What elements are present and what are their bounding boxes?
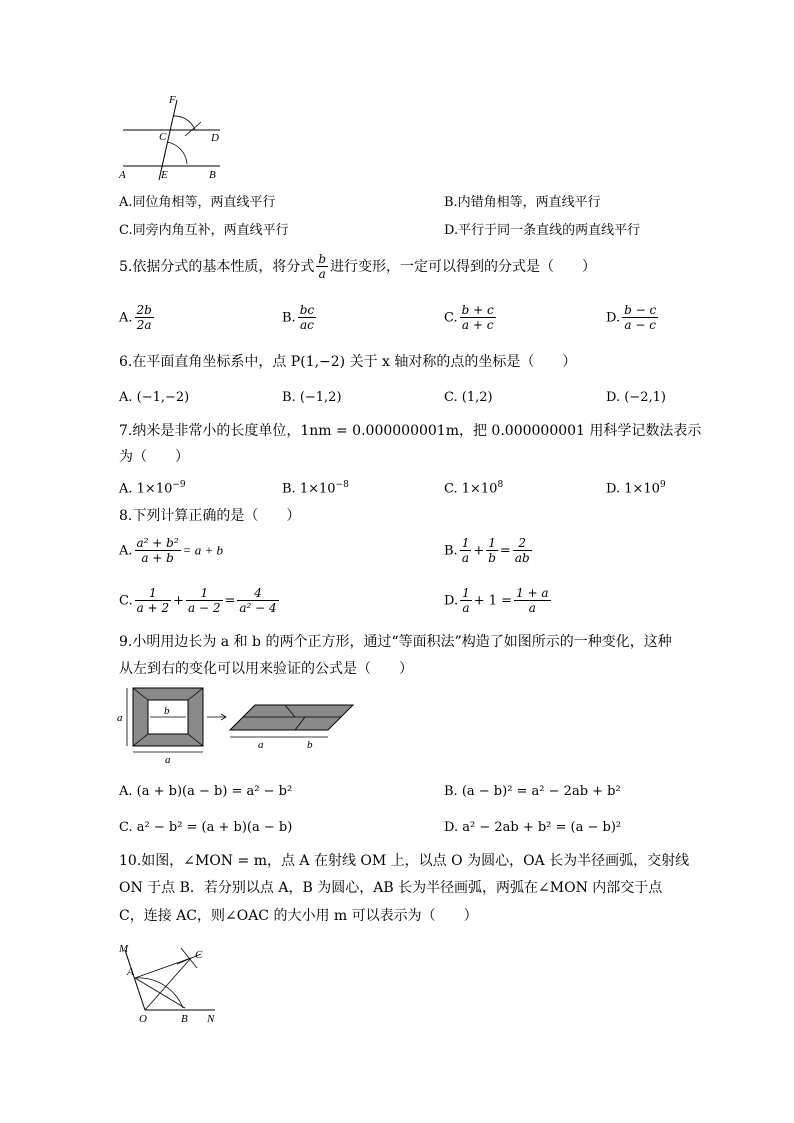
fig10-label-c: C [195, 949, 203, 961]
q6-option-d: D. (−2,1) [606, 390, 666, 405]
q7-option-d: D. $1\times 10^9$ [606, 480, 666, 497]
q10-stem-line2: ON 于点 B．若分别以点 A，B 为圆心，AB 长为半径画弧，两弧在∠MON 内部交于点 [119, 880, 663, 896]
q9-stem-line2: 从左到右的变化可以用来验证的公式是（ ） [119, 661, 413, 677]
q8-stem: 8.下列计算正确的是（ ） [119, 508, 301, 524]
q9-option-c: C. a² − b² = (a + b)(a − b) [119, 820, 293, 835]
q10-stem-line3: C，连接 AC，则∠OAC 的大小用 m 可以表示为（ ） [119, 908, 478, 924]
fig10-label-o: O [139, 1013, 147, 1025]
q8-option-d: D. $\frac{1}{a}$ + 1 = $\frac{1 + a}{a}$ [444, 586, 549, 616]
q6-option-c: C. (1,2) [444, 390, 493, 405]
q6-option-a: A. (−1,−2) [119, 390, 190, 405]
fig10-label-m: M [119, 943, 129, 955]
q4-option-d: D.平行于同一条直线的两直线平行 [444, 223, 641, 238]
q8-option-a: A. $\frac{\text{a² + b²}}{a + b}$ = a + b [119, 536, 223, 566]
fig9-label-a-bottom: a [165, 754, 171, 765]
fig9-label-b-para: b [307, 739, 313, 751]
fig10-label-n: N [207, 1013, 215, 1025]
fig9-label-b-inner: b [164, 705, 170, 717]
q4-option-c: C.同旁内角互补，两直线平行 [119, 223, 289, 238]
fig9-label-a-para: a [258, 739, 264, 751]
q6-option-b: B. (−1,2) [282, 390, 342, 405]
label-e: E [161, 169, 168, 181]
q9-stem-line1: 9.小明用边长为 a 和 b 的两个正方形，通过“等面积法”构造了如图所示的一种变化，这种 [119, 634, 672, 650]
square-to-parallelogram-figure [115, 685, 360, 765]
label-d: D [211, 132, 219, 144]
q9-option-b: B. (a − b)² = a² − 2ab + b² [444, 784, 621, 799]
q5-stem: 5.依据分式的基本性质，将分式 $\frac{b}{a}$ 进行变形，一定可以得到的分式是（ ） [119, 252, 597, 282]
label-b: B [209, 169, 216, 181]
fig9-label-a-left: a [117, 712, 123, 724]
q9-option-a: A. (a + b)(a − b) = a² − b² [119, 784, 293, 799]
q7-stem-line2: 为（ ） [119, 449, 189, 465]
q4-option-a: A.同位角相等，两直线平行 [119, 195, 276, 210]
fig10-label-b: B [181, 1013, 188, 1025]
q5-option-b: B. $\frac{bc}{ac}$ [282, 303, 315, 333]
q9-option-d: D. a² − 2ab + b² = (a − b)² [444, 820, 622, 835]
q7-stem-line1: 7.纳米是非常小的长度单位，1nm = 0.000000001m，把 0.000000001 用科学记数法表示 [119, 423, 702, 439]
angle-construction-figure [115, 940, 225, 1025]
q6-stem: 6.在平面直角坐标系中，点 P(1,−2) 关于 x 轴对称的点的坐标是（ ） [119, 354, 577, 370]
q5-option-a: A. $\frac{2b}{2a}$ [119, 303, 152, 333]
label-f: F [169, 94, 176, 106]
q5-option-d: D. $\frac{b - c}{a - c}$ [606, 303, 657, 333]
q7-option-a: A. $1\times 10^{-9}$ [119, 480, 186, 497]
q8-option-b: B. $\frac{1}{a}$ + $\frac{1}{b}$ = $\frac{2}{ab}$ [444, 536, 530, 566]
fig10-label-a: A [127, 966, 134, 978]
label-a: A [119, 169, 126, 181]
q4-option-b: B.内错角相等，两直线平行 [444, 195, 601, 210]
q8-option-c: C. $\frac{1}{a + 2}$ + $\frac{1}{a - 2}$ = $\frac{4}{\text{a² − 4}}$ [119, 586, 277, 616]
label-c: C [159, 131, 167, 143]
q5-option-c: C. $\frac{b + c}{a + c}$ [444, 303, 494, 333]
q7-option-b: B. $1\times 10^{-8}$ [282, 480, 349, 497]
q10-stem-line1: 10.如图，∠MON = m，点 A 在射线 OM 上，以点 O 为圆心，OA 长为半径画弧，交射线 [119, 853, 690, 869]
parallel-lines-figure [115, 92, 235, 184]
q7-option-c: C. $1\times 10^8$ [444, 480, 504, 497]
